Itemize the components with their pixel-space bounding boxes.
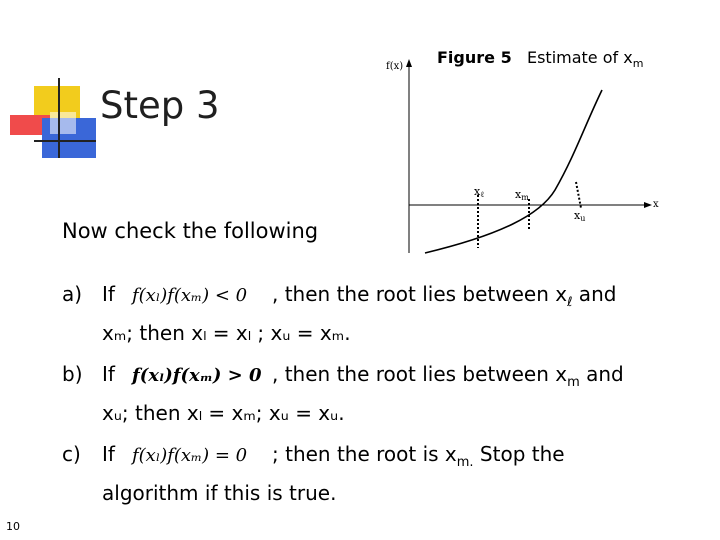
figure-caption-text: Estimate of x [526, 48, 633, 67]
slide-title: Step 3 [100, 84, 220, 127]
item-b-if: If [102, 362, 115, 386]
item-a-line1-sub: ℓ [567, 295, 573, 310]
xm-label-x: x [515, 188, 522, 201]
xm-label-sub: m [521, 193, 529, 202]
x-axis-label: x [653, 199, 659, 210]
item-a-if: If [102, 282, 115, 306]
condition-item-c [62, 439, 565, 508]
xl-label [474, 185, 484, 199]
item-b-line2: xᵤ; then xₗ = xₘ; xᵤ = xᵤ. [102, 401, 345, 425]
decor-line-vertical [58, 78, 60, 158]
y-axis-label: f(x) [386, 61, 404, 72]
decor-line-horizontal [34, 140, 96, 142]
item-a-line1-rest: , then the root lies between x [272, 282, 568, 306]
item-a-label: a) [62, 282, 83, 306]
intro-text: Now check the following [62, 219, 319, 243]
figure-caption-bold: Figure 5 [437, 48, 512, 67]
page-number: 10 [6, 520, 20, 533]
item-c-label: c) [62, 442, 81, 466]
item-a-formula: f(xₗ)f(xₘ) < 0 [132, 285, 248, 306]
function-curve [425, 90, 602, 253]
x-axis-arrow [644, 202, 652, 208]
item-b-label: b) [62, 362, 83, 386]
item-b-line1-sub: m [567, 375, 580, 390]
item-c-formula: f(xₗ)f(xₘ) = 0 [132, 445, 248, 466]
item-c-if: If [102, 442, 115, 466]
item-b-formula: f(xₗ)f(xₘ) > 0 [132, 365, 262, 386]
item-b-line1-end: and [579, 362, 624, 386]
xl-label-x: x [474, 185, 481, 198]
item-c-line1-end: Stop the [473, 442, 565, 466]
item-c-line2: algorithm if this is true. [102, 481, 337, 505]
y-axis-arrow [406, 59, 412, 67]
xu-label [574, 209, 585, 223]
decor-square-overlay [50, 112, 76, 134]
figure-caption-sub: m [632, 57, 644, 71]
xu-label-x: x [574, 209, 581, 222]
xl-label-sub: ℓ [480, 190, 485, 199]
xu-label-sub: u [580, 214, 586, 223]
item-c-line1-sub: m. [456, 455, 474, 470]
item-c-line1-rest: ; then the root is x [272, 442, 457, 466]
condition-item-b [62, 359, 624, 428]
xm-label [515, 188, 529, 202]
item-a-line1-end: and [572, 282, 617, 306]
function-graph [380, 55, 680, 255]
item-b-line1-rest: , then the root lies between x [272, 362, 568, 386]
condition-item-a [62, 279, 616, 348]
xu-dotted-line [576, 182, 581, 208]
item-a-line2: xₘ; then xₗ = xₗ ; xᵤ = xₘ. [102, 321, 351, 345]
